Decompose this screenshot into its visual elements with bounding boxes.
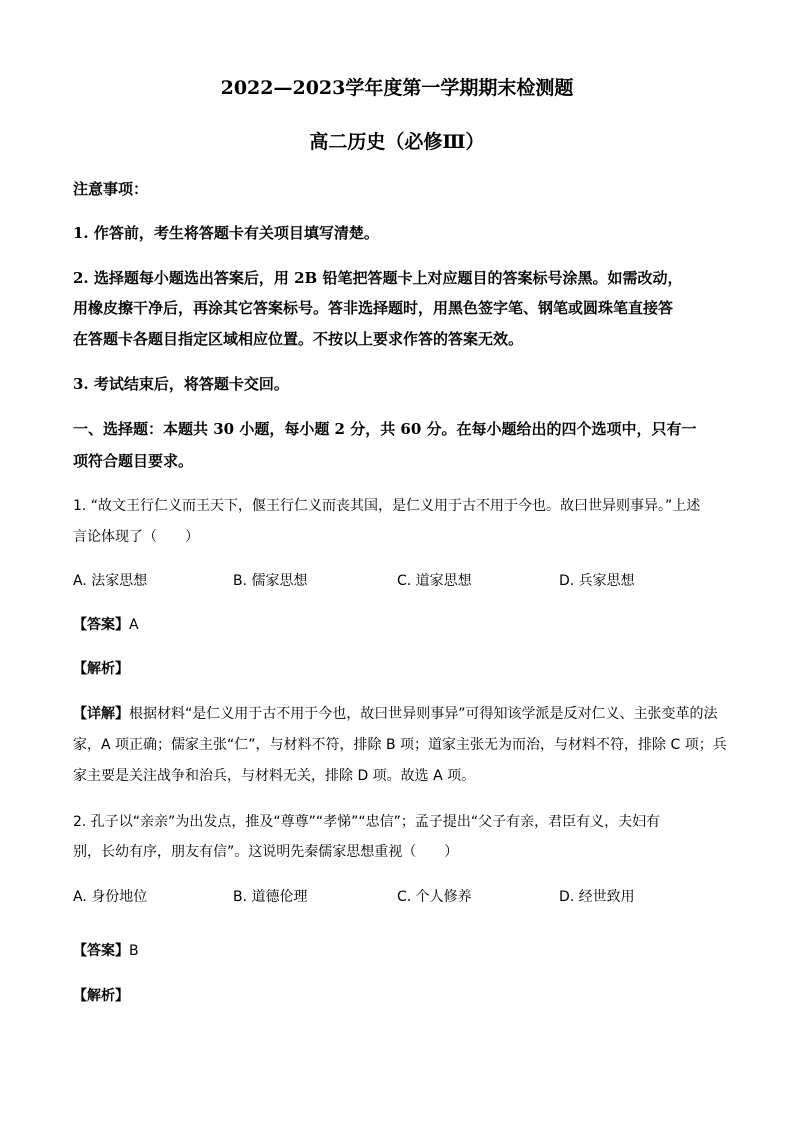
- q1-stem-line-2: 言论体现了（ ）: [73, 529, 199, 545]
- q1-stem-line-1: 1. “故文王行仁义而王天下，偃王行仁义而丧其国，是仁义用于古不用于今也。故曰世异则事异。”上述: [73, 498, 701, 514]
- q2-stem-line-2: 别，长幼有序，朋友有信”。这说明先秦儒家思想重视（ ）: [73, 844, 459, 860]
- q2-analysis-label: 【解析】: [73, 988, 129, 1004]
- q1-option-a: A. 法家思想: [73, 573, 148, 589]
- q2-option-c: C. 个人修养: [397, 889, 472, 905]
- q1-analysis: [73, 658, 129, 678]
- q1-detail-line-1: [73, 703, 718, 723]
- q2-option-a: A. 身份地位: [73, 889, 148, 905]
- notice-item-3: 3. 考试结束后，将答题卡交回。: [73, 375, 289, 393]
- section-heading-line-2: 项符合题目要求。: [73, 452, 194, 470]
- q1-detail-label: 【详解】: [73, 706, 129, 722]
- q1-detail-line-3: 家主要是关注战争和治兵，与材料无关，排除 D 项。故选 A 项。: [73, 768, 476, 784]
- q2-answer-value: B: [129, 943, 139, 959]
- exam-title: 2022—2023学年度第一学期期末检测题: [220, 77, 574, 99]
- notice-item-2-line-2: 用橡皮擦干净后，再涂其它答案标号。答非选择题时，用黑色签字笔、钢笔或圆珠笔直接答: [73, 299, 674, 317]
- q1-detail-text-1: 根据材料“是仁义用于古不用于今也，故曰世异则事异”可得知该学派是反对仁义、主张变革的法: [129, 706, 718, 722]
- notice-item-2-line-3: 在答题卡各题目指定区域相应位置。不按以上要求作答的答案无效。: [73, 330, 524, 348]
- q1-option-c: C. 道家思想: [397, 573, 472, 589]
- q2-stem-line-1: 2. 孔子以“亲亲”为出发点，推及“尊尊”“孝悌”“忠信”；孟子提出“父子有亲，君臣有义，夫妇有: [73, 814, 661, 830]
- q1-option-d: D. 兵家思想: [559, 573, 635, 589]
- q2-answer: [73, 940, 139, 960]
- q1-option-b: B. 儒家思想: [233, 573, 308, 589]
- notice-item-2-line-1: 2. 选择题每小题选出答案后，用 2B 铅笔把答题卡上对应题目的答案标号涂黑。如需改动，: [73, 269, 683, 287]
- notice-item-1: 1. 作答前，考生将答题卡有关项目填写清楚。: [73, 224, 379, 242]
- q2-analysis: [73, 985, 129, 1005]
- q2-option-d: D. 经世致用: [559, 889, 635, 905]
- q2-option-b: B. 道德伦理: [233, 889, 308, 905]
- notice-heading: 注意事项：: [73, 180, 149, 198]
- q1-answer-label: 【答案】: [73, 617, 129, 633]
- exam-subtitle: 高二历史（必修Ⅲ）: [309, 131, 485, 153]
- q1-answer: [73, 614, 139, 634]
- q1-answer-value: A: [129, 617, 139, 633]
- section-heading-line-1: 一、选择题：本题共 30 小题，每小题 2 分，共 60 分。在每小题给出的四个选项中，只有一: [73, 420, 697, 438]
- q1-detail-line-2: 家，A 项正确；儒家主张“仁”，与材料不符，排除 B 项；道家主张无为而治，与材料不符，排除 C 项；兵: [73, 737, 727, 753]
- q1-analysis-label: 【解析】: [73, 661, 129, 677]
- q2-answer-label: 【答案】: [73, 943, 129, 959]
